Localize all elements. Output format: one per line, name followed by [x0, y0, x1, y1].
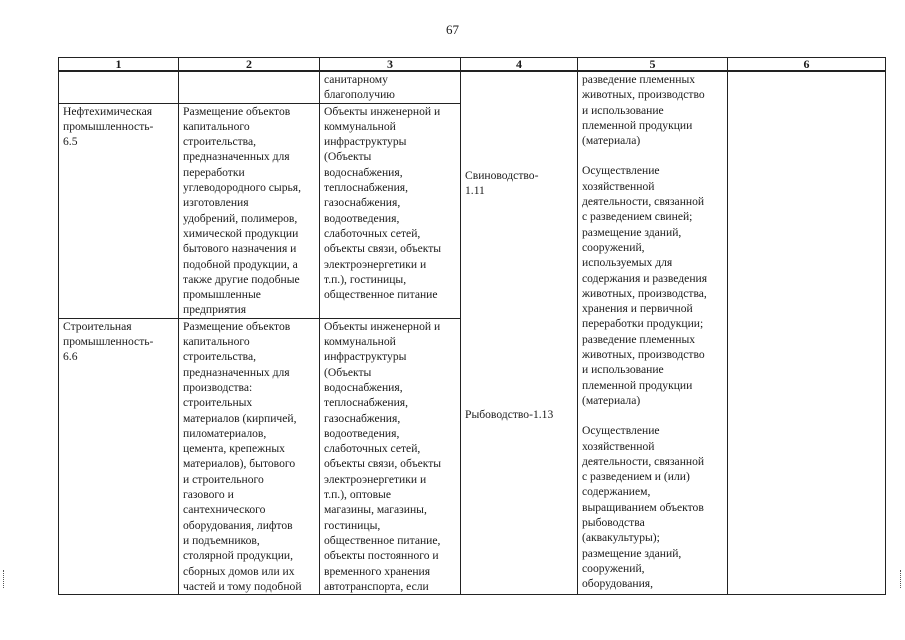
- row2-col1: Строительная промышленность- 6.6: [59, 318, 179, 594]
- col5-cell: [578, 71, 728, 595]
- species-pig-breeding: Свиноводство- 1.11: [465, 169, 539, 198]
- page-number: 67: [446, 22, 459, 37]
- header-col-3: 3: [320, 58, 461, 72]
- row0-col3: санитарному благополучию: [320, 71, 461, 103]
- scan-edge-mark-left: [3, 570, 7, 588]
- species-fish-farming: Рыбоводство-1.13: [465, 407, 554, 421]
- header-col-2: 2: [179, 58, 320, 72]
- row2-col2: Размещение объектов капитального строительства, предназначенных для производства: строительных материалов (кирпичей, пиломатериалов, цемента, крепежных материалов), бытового и строительного газового и сантехнического оборудования, лифтов и подъемников, столярной продукции, сборных домов или их частей и тому подобной: [179, 318, 320, 594]
- description-block-2: Осуществление хозяйственной деятельности, связанной с разведением и (или) содержанием, выращиванием объектов рыбоводства (аквакультуры); размещение зданий, сооружений, оборудования,: [582, 424, 705, 591]
- description-block-1: Осуществление хозяйственной деятельности, связанной с разведением свиней; размещение зданий, сооружений, используемых для содержания и разведения животных, производства, хранения и первичной переработки продукции; разведение племенных животных, производство и использование племенной продукции (материала): [582, 164, 708, 407]
- row2-col3: Объекты инженерной и коммунальной инфраструктуры (Объекты водоснабжения, теплоснабжения, газоснабжения, водоотведения, слаботочных сетей, объекты связи, объекты электроэнергетики и т.п.), оптовые магазины, магазины, гостиницы, общественное питание, объекты постоянного и временного хранения автотранспорта, если: [320, 318, 461, 594]
- land-use-table: [58, 57, 886, 595]
- row1-col1: Нефтехимическая промышленность- 6.5: [59, 103, 179, 318]
- header-col-1: 1: [59, 58, 179, 72]
- row0-col1: [59, 71, 179, 103]
- header-col-4: 4: [461, 58, 578, 72]
- col6-cell: [728, 71, 886, 595]
- row1-col2: Размещение объектов капитального строительства, предназначенных для переработки углеводородного сырья, изготовления удобрений, полимеров, химической продукции бытового назначения и подобной продукции, а также другие подобные промышленные предприятия: [179, 103, 320, 318]
- row1-col3: Объекты инженерной и коммунальной инфраструктуры (Объекты водоснабжения, теплоснабжения, газоснабжения, водоотведения, слаботочных сетей, объекты связи, объекты электроэнергетики и т.п.), гостиницы, общественное питание: [320, 103, 461, 318]
- table-row: [59, 71, 886, 103]
- header-col-6: 6: [728, 58, 886, 72]
- col4-cell: [461, 71, 578, 595]
- scan-edge-mark-right: [900, 570, 904, 588]
- header-col-5: 5: [578, 58, 728, 72]
- row0-col2: [179, 71, 320, 103]
- description-block-0: разведение племенных животных, производство и использование племенной продукции (материала): [582, 73, 705, 148]
- table-header-row: [59, 58, 886, 72]
